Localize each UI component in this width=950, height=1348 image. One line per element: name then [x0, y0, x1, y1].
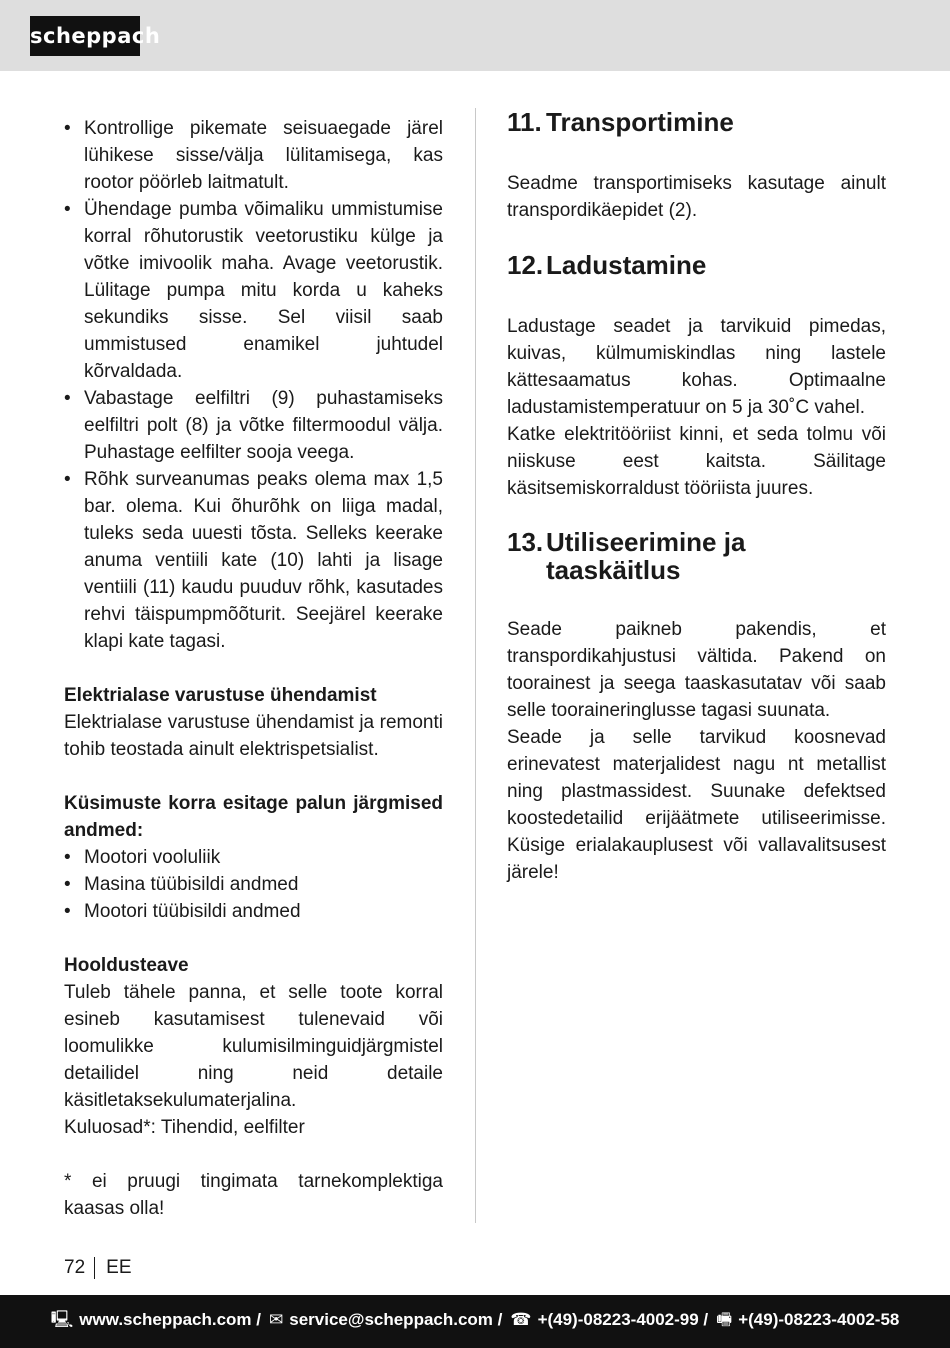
email-link[interactable]: service@scheppach.com / [289, 1310, 503, 1329]
right-column [507, 108, 886, 886]
mail-icon: ✉ [269, 1310, 284, 1329]
language-code: EE [106, 1257, 132, 1278]
section-number: 13. [507, 527, 544, 557]
column-divider [475, 108, 476, 1223]
list-item: • Kontrollige pikemate seisuaegade järel lühikese sisse/välja lülitamisega, kas rootor pöörleb laitmatult. [64, 115, 443, 196]
wear-parts-text: Kuluosad*: Tihendid, eelfilter [64, 1117, 305, 1138]
phone-number: +(49)-08223-4002-99 / [537, 1310, 709, 1329]
list-item: • Masina tüübisildi andmed [64, 871, 443, 898]
section-13-heading [507, 528, 886, 584]
page-number: 72 [64, 1257, 86, 1278]
header-band [0, 0, 950, 71]
website-link[interactable]: www.scheppach.com / [79, 1310, 261, 1329]
electrical-text: Elektrialase varustuse ühendamist ja remonti tohib teostada ainult elektrispetsialist. [64, 712, 443, 760]
list-item: • Mootori tüübisildi andmed [64, 898, 443, 925]
fax-icon: 🖷 [716, 1310, 733, 1329]
list-item: • Mootori vooluliik [64, 844, 443, 871]
list-item: • Ühendage pumba võimaliku ummistumise korral rõhutorustik veetorustiku külge ja võtke imivoolik maha. Avage veetorustik. Lülitage pumpa mitu korda u kaheks sekundiks sisse. Sel viisil saab ummistused enamikel juhtudel kõrvaldada. [64, 196, 443, 385]
section-title: Utiliseerimine ja taaskäitlus [546, 527, 746, 585]
service-text: Tuleb tähele panna, et selle toote korral esineb kasutamisest tulenevaid või loomulikke kulumisilminguidjärgmistel detailidel ning neid detaile käsitletaksekulumaterjalina. [64, 982, 443, 1111]
electrical-heading: Elektrialase varustuse ühendamist [64, 685, 377, 706]
phone-icon: ☎ [510, 1310, 532, 1329]
section-number: 12. [507, 250, 544, 280]
section-12-heading [507, 251, 886, 279]
section-12-text-1: Ladustage seadet ja tarvikuid pimedas, kuivas, külmumiskindlas ning lastele kättesaamatus kohas. Optimaalne ladustamistemperatuur on 5 ja 30˚C vahel. [507, 316, 886, 418]
footer-separator [94, 1257, 95, 1279]
section-11-text: Seadme transportimiseks kasutage ainult transpordikäepidet (2). [507, 173, 886, 221]
maintenance-bullet-list [64, 115, 443, 655]
list-item: • Vabastage eelfiltri (9) puhastamiseks eelfiltri polt (8) ja võtke filtermoodul välja. Puhastage eelfilter sooja veega. [64, 385, 443, 466]
section-title: Ladustamine [546, 250, 707, 280]
service-heading: Hooldusteave [64, 955, 189, 976]
fax-number: +(49)-08223-4002-58 [738, 1310, 900, 1329]
section-13-text-1: Seade paikneb pakendis, et transpordikahjustusi vältida. Pakend on toorainest ja seega taaskasutatav või saab selle tooraineringlusse tagasi suunata. [507, 619, 886, 721]
section-12-text-2: Katke elektritööriist kinni, et seda tolmu või niiskuse eest kaitsta. Säilitage käsitsemiskorraldust tööriista juures. [507, 424, 886, 499]
section-11-heading [507, 108, 886, 136]
query-bullet-list [64, 844, 443, 925]
computer-icon: 🖳 [50, 1310, 74, 1329]
page-footer [64, 1256, 132, 1280]
section-13-text-2: Seade ja selle tarvikud koosnevad erinevatest materjalidest nagu nt metallist ning plastmassidest. Suunake defektsed koostedetailid erijäätmete utiliseerimisse. Küsige erialakauplusest või vallavalitsusest järele! [507, 727, 886, 883]
contact-bar [0, 1295, 950, 1348]
query-heading: Küsimuste korra esitage palun järgmised andmed: [64, 793, 443, 841]
scheppach-logo: scheppach [30, 16, 140, 56]
left-column [64, 115, 443, 1222]
section-number: 11. [507, 107, 542, 137]
list-item: • Rõhk surveanumas peaks olema max 1,5 bar. olema. Kui õhurõhk on liiga madal, tuleks seda uuesti tõsta. Selleks keerake anuma ventiili kate (10) lahti ja lisage ventiili (11) kaudu puuduv rõhk, kasutades rehvi täispumpmõõturit. Seejärel keerake klapi kate tagasi. [64, 466, 443, 655]
section-title: Transportimine [546, 107, 734, 137]
footnote-text: * ei pruugi tingimata tarnekomplektiga kaasas olla! [64, 1171, 443, 1219]
